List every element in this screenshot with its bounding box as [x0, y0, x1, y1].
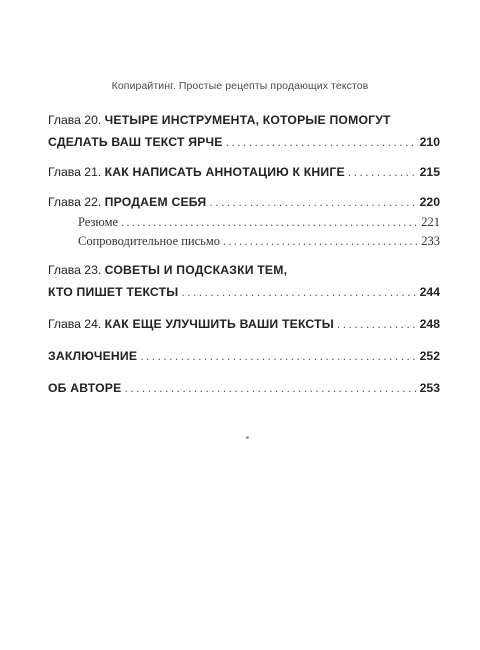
subsection-title: Сопроводительное письмо — [78, 234, 221, 248]
toc-entry-chapter-24[interactable] — [48, 313, 440, 335]
chapter-number: Глава 24. — [48, 317, 102, 331]
chapter-title: ЧЕТЫРЕ ИНСТРУМЕНТА, КОТОРЫЕ ПОМОГУТ — [104, 113, 391, 127]
chapter-number: Глава 22. — [48, 195, 102, 209]
page-number: 252 — [419, 349, 440, 363]
page-number: 248 — [419, 317, 440, 331]
chapter-number: Глава 20. — [48, 113, 102, 127]
dot-leader — [124, 377, 417, 399]
section-title: ЗАКЛЮЧЕНИЕ — [48, 349, 138, 363]
toc-entry-line — [48, 281, 440, 303]
paper-speck — [246, 436, 249, 439]
dot-leader — [209, 191, 417, 213]
page-number: 244 — [419, 285, 440, 299]
page-number: 215 — [419, 165, 440, 179]
toc-entry-chapter-23[interactable] — [48, 259, 440, 303]
toc-entry-chapter-20[interactable] — [48, 109, 440, 153]
page-number: 253 — [419, 381, 440, 395]
page-number: 220 — [419, 195, 440, 209]
chapter-title-continued: СДЕЛАТЬ ВАШ ТЕКСТ ЯРЧЕ — [48, 135, 223, 149]
table-of-contents — [48, 109, 440, 399]
toc-entry-line — [48, 161, 440, 183]
toc-entry-line — [48, 313, 440, 335]
chapter-number: Глава 23. — [48, 263, 102, 277]
dot-leader — [223, 232, 419, 251]
page-number: 210 — [419, 135, 440, 149]
chapter-title-continued: КТО ПИШЕТ ТЕКСТЫ — [48, 285, 179, 299]
toc-entry-chapter-21[interactable] — [48, 161, 440, 183]
toc-entry-line — [48, 109, 440, 131]
dot-leader — [226, 131, 418, 153]
page-number: 233 — [421, 234, 440, 248]
toc-entry-about-author[interactable] — [48, 377, 440, 399]
page-number: 221 — [421, 215, 440, 229]
toc-entry-line — [48, 259, 440, 281]
toc-entry-line — [48, 377, 440, 399]
chapter-number: Глава 21. — [48, 165, 102, 179]
toc-entry-conclusion[interactable] — [48, 345, 440, 367]
toc-entry-chapter-22[interactable] — [48, 191, 440, 213]
dot-leader — [181, 281, 417, 303]
section-title: ОБ АВТОРЕ — [48, 381, 122, 395]
chapter-title: КАК ЕЩЕ УЛУЧШИТЬ ВАШИ ТЕКСТЫ — [104, 317, 334, 331]
chapter-title: СОВЕТЫ И ПОДСКАЗКИ ТЕМ, — [104, 263, 288, 277]
chapter-title: ПРОДАЕМ СЕБЯ — [104, 195, 207, 209]
toc-entry-line — [48, 345, 440, 367]
dot-leader — [140, 345, 417, 367]
toc-entry-line — [48, 191, 440, 213]
toc-subentry-resume[interactable] — [48, 213, 440, 232]
dot-leader — [348, 161, 418, 183]
chapter-title: КАК НАПИСАТЬ АННОТАЦИЮ К КНИГЕ — [104, 165, 345, 179]
toc-subentry-cover-letter[interactable] — [48, 232, 440, 251]
dot-leader — [121, 213, 419, 232]
toc-entry-line — [48, 131, 440, 153]
subsection-title: Резюме — [78, 215, 119, 229]
running-head: Копирайтинг. Простые рецепты продающих текстов — [111, 80, 369, 92]
dot-leader — [337, 313, 418, 335]
